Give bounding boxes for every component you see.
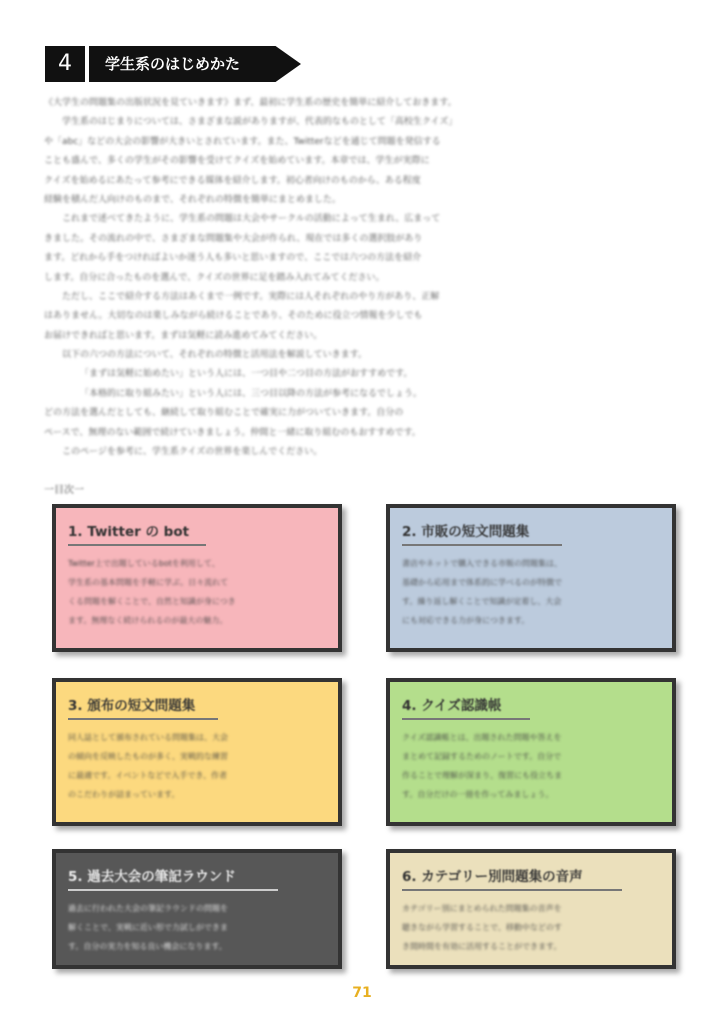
text-line: き間時間を有効に活用することができます。	[402, 942, 562, 951]
text-line: す。自分だけの一冊を作ってみましょう。	[402, 790, 554, 799]
text-line: Twitter上で出題しているbotを利用して、	[68, 559, 220, 568]
method-box-title: 4. クイズ認識帳	[402, 698, 502, 714]
text-line: にも対応できる力が身につきます。	[402, 616, 530, 625]
text-line: ます。無理なく続けられるのが最大の魅力。	[68, 616, 228, 625]
text-line: 同人誌として頒布されている問題集は、大会	[68, 733, 228, 742]
text-line: 学生系の基本問題を手軽に学ぶ。日々流れて	[68, 578, 229, 587]
method-box-title: 2. 市販の短文問題集	[402, 524, 530, 540]
intro-line: 「まずは気軽に始めたい」という人には、一つ目や二つ目の方法がおすすめです。	[80, 369, 413, 380]
text-line: カテゴリー別にまとめられた問題集の音声を	[402, 904, 562, 913]
text-line: 聴きながら学習することで、移動中などのす	[402, 923, 562, 932]
text-line: まとめて記録するためのノートです。自分で	[402, 752, 562, 761]
text-line: 過去に行われた大会の筆記ラウンドの問題を	[68, 904, 228, 913]
chapter-number: 4	[45, 46, 85, 82]
method-box-5	[52, 849, 342, 969]
text-line: 解くことで、実戦に近い形で力試しができま	[68, 923, 228, 932]
method-box-title: 3. 頒布の短文問題集	[68, 698, 196, 714]
text-line: クイズ認識帳とは、出題された問題や答えを	[402, 733, 562, 742]
method-box-4	[386, 678, 676, 826]
intro-line: ます。どれから手をつければよいか迷う人も多いと思いますので、ここでは六つの方法を紹介	[44, 253, 422, 264]
title-underline	[402, 544, 562, 546]
intro-line: 経験を積んだ人向けのものまで、それぞれの特徴を簡単にまとめました。	[44, 194, 341, 205]
intro-line: きました。その流れの中で、さまざまな問題集や大会が作られ、現在では多くの選択肢があり	[44, 233, 423, 244]
text-line: くる問題を解くことで、自然と知識が身につき	[68, 597, 236, 606]
intro-line: クイズを始めるにあたって参考にできる媒体を紹介します。初心者向けのものから、ある程度	[44, 175, 421, 186]
chapter-divider	[85, 46, 89, 82]
intro-line: ただし、ここで紹介する方法はあくまで一例です。実際には人それぞれのやり方があり、正解	[62, 291, 440, 302]
title-underline	[68, 889, 278, 891]
intro-line: 《大学生の問題集の出版状況を見ていきます》まず、最初に学生系の歴史を簡単に紹介しておきます。	[44, 98, 457, 108]
text-line: 書店やネットで購入できる市販の問題集は、	[402, 559, 562, 568]
intro-line: 学生系のはじまりについては、さまざまな説がありますが、代表的なものとして「高校生クイズ」	[62, 117, 458, 128]
page-number: 71	[352, 985, 372, 1001]
text-line: す。自分の実力を知る良い機会になります。	[68, 942, 227, 951]
chapter-title: 学生系のはじめかた	[105, 55, 241, 73]
text-line: のこだわりが詰まっています。	[68, 790, 180, 799]
method-box-text	[402, 899, 664, 956]
title-underline	[68, 718, 218, 720]
method-box-title: 6. カテゴリー別問題集の音声	[402, 869, 583, 885]
intro-line: ペースで、無理のない範囲で続けていきましょう。仲間と一緒に取り組むのもおすすめです。	[44, 427, 421, 438]
method-box-text	[402, 728, 664, 804]
method-box-2	[386, 504, 676, 652]
intro-line: お届けできればと思います。まずは気軽に読み進めてみてください。	[44, 330, 323, 341]
intro-line: や「abc」などの大会の影響が大きいとされています。また、Twitterなどを通じて問題を発信する	[44, 136, 441, 147]
method-box-3	[52, 678, 342, 826]
method-box-title: 1. Twitter の bot	[68, 524, 190, 540]
text-line: す。繰り返し解くことで知識が定着し、大会	[402, 597, 562, 606]
method-box-text	[68, 728, 330, 804]
text-line: 作ることで理解が深まり、復習にも役立ちま	[402, 771, 562, 780]
intro-line: はありません。大切なのは楽しみながら続けることであり、そのために役立つ情報を少しでも	[44, 311, 423, 322]
intro-line: 以下の六つの方法について、それぞれの特徴と活用法を解説していきます。	[62, 350, 367, 361]
intro-line: ことも盛んで、多くの学生がその影響を受けてクイズを始めています。本章では、学生が実際に	[44, 156, 430, 167]
method-box-text	[68, 554, 330, 630]
method-box-6	[386, 849, 676, 969]
intro-line: どの方法を選んだとしても、継続して取り組むことで確実に力がついていきます。自分の	[44, 408, 404, 419]
text-line: に最適です。イベントなどで入手でき、作者	[68, 771, 228, 780]
text-line: の傾向を反映したものが多く、実戦的な練習	[68, 752, 228, 761]
method-box-text	[402, 554, 664, 630]
title-underline	[68, 544, 206, 546]
intro-line: これまで述べてきたように、学生系の問題は大会やサークルの活動によって生まれ、広まって	[62, 214, 441, 225]
intro-line: 「本格的に取り組みたい」という人には、三つ目以降の方法が参考になるでしょう。	[80, 388, 422, 399]
title-underline	[402, 718, 530, 720]
method-box-1	[52, 504, 342, 652]
method-box-text	[68, 899, 330, 956]
text-line: 基礎から応用まで体系的に学べるのが特徴で	[402, 578, 562, 587]
method-box-title: 5. 過去大会の筆記ラウンド	[68, 869, 236, 885]
intro-text	[44, 94, 684, 462]
title-underline	[402, 889, 622, 891]
chapter-header	[45, 46, 301, 82]
intro-line: このページを参考に、学生系クイズの世界を楽しんでください。	[62, 447, 323, 458]
intro-line: します。自分に合ったものを選んで、クイズの世界に足を踏み入れてみてください。	[44, 272, 385, 283]
contents-label: 一目次一	[44, 485, 84, 496]
